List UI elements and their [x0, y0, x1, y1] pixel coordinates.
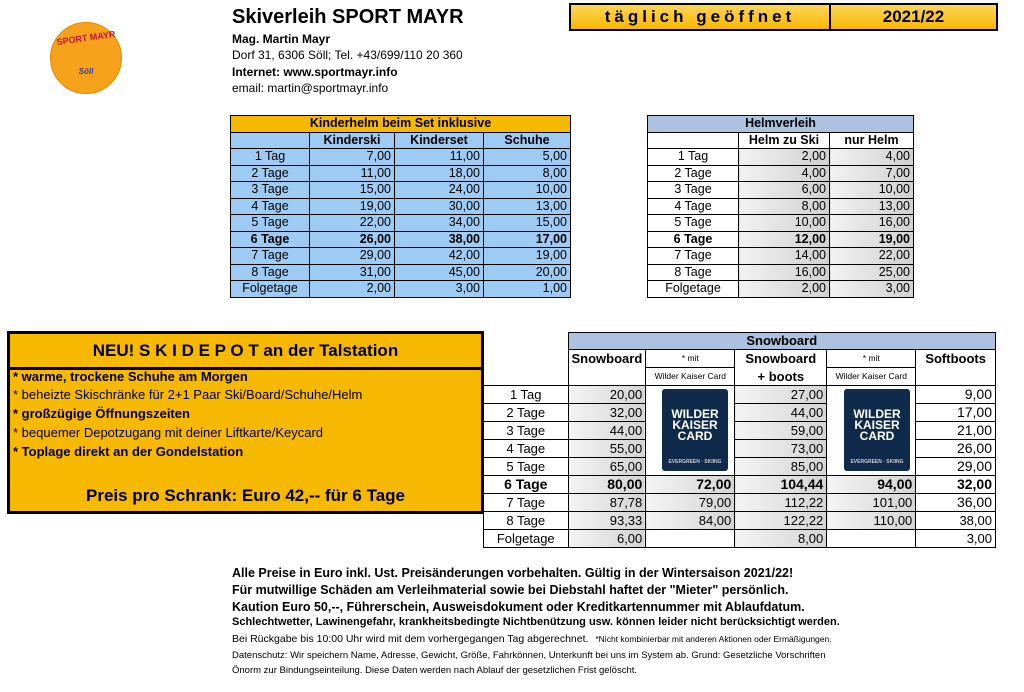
depot-feature: * großzügige Öffnungszeiten — [13, 406, 190, 421]
snow-col-mit-1-card: Wilder Kaiser Card — [646, 368, 735, 386]
snowboard-price-table — [483, 332, 996, 548]
wilder-kaiser-card-icon: WILDER KAISER CARD EVERGREEN · SKIING — [662, 389, 728, 471]
table-row: 5 Tage 22,00 34,00 15,00 — [231, 215, 571, 232]
table-row: 8 Tage 93,33 84,00 122,22 110,00 38,00 — [484, 512, 996, 530]
footer-line: Kaution Euro 50,--, Führerschein, Ausweisdokument oder Kreditkartennummer mit Ablaufdatum. — [232, 600, 805, 614]
depot-feature: * beheizte Skischränke für 2+1 Paar Ski/Board/Schuhe/Helm — [13, 387, 363, 402]
kids-col-shoes: Schuhe — [484, 132, 571, 149]
table-row: Folgetage 2,00 3,00 — [648, 281, 914, 298]
table-row: 4 Tage 19,00 30,00 13,00 — [231, 198, 571, 215]
depot-price: Preis pro Schrank: Euro 42,-- für 6 Tage — [86, 486, 405, 505]
table-row: 5 Tage 65,00 85,00 29,00 — [484, 458, 996, 476]
table-row: 3 Tage 6,00 10,00 — [648, 182, 914, 199]
snow-col-softboots: Softboots — [916, 350, 996, 386]
footer-note — [232, 633, 832, 645]
table-row: 4 Tage 8,00 13,00 — [648, 198, 914, 215]
internet[interactable]: Internet: www.sportmayr.info — [232, 65, 398, 79]
table-row-highlight: 6 Tage 80,00 72,00 104,44 94,00 32,00 — [484, 476, 996, 494]
helmet-table-title: Helmverleih — [648, 116, 914, 133]
depot-feature: * warme, trockene Schuhe am Morgen — [13, 369, 248, 384]
footer-combination-note: *Nicht kombinierbar mit anderen Aktionen oder Ermäßigungen. — [595, 634, 832, 644]
table-row: Folgetage 2,00 3,00 1,00 — [231, 281, 571, 298]
kids-col-ski: Kinderski — [310, 132, 395, 149]
table-row-highlight: 6 Tage 12,00 19,00 — [648, 231, 914, 248]
kids-price-table — [230, 115, 571, 298]
helmet-col-label — [648, 132, 739, 149]
snow-col-mit-2-card: Wilder Kaiser Card — [827, 368, 916, 386]
table-row: 2 Tage 11,00 18,00 8,00 — [231, 165, 571, 182]
footer-privacy: Datenschutz: Wir speichern Name, Adresse, Gewicht, Größe, Fahrkönnen, Unterkunft bei uns im System ab. Grund: Gesetzliche Vorschriften — [232, 650, 826, 661]
table-row: 1 Tag 20,00 27,00 9,00 — [484, 386, 996, 404]
helmet-col-only: nur Helm — [830, 132, 914, 149]
kids-table-title: Kinderhelm beim Set inklusive — [231, 116, 571, 133]
helmet-price-table — [647, 115, 914, 298]
daily-open: täglich geöffnet — [571, 5, 831, 29]
snow-col-boots-sub: + boots — [735, 368, 827, 386]
table-row: 3 Tage 15,00 24,00 10,00 — [231, 182, 571, 199]
depot-feature: * bequemer Depotzugang mit deiner Liftkarte/Keycard — [13, 425, 324, 440]
address: Dorf 31, 6306 Söll; Tel. +43/699/110 20 360 — [232, 48, 463, 62]
wilder-kaiser-card-icon: WILDER KAISER CARD EVERGREEN · SKIING — [844, 389, 910, 471]
snow-col-boots: Snowboard — [735, 350, 827, 368]
helmet-col-with-ski: Helm zu Ski — [739, 132, 830, 149]
skidepot-box — [7, 331, 484, 514]
table-row: 4 Tage 55,00 73,00 26,00 — [484, 440, 996, 458]
snow-col-snowboard: Snowboard — [568, 350, 646, 386]
table-row: 1 Tag 7,00 11,00 5,00 — [231, 149, 571, 166]
table-row: 1 Tag 2,00 4,00 — [648, 149, 914, 166]
footer-privacy-2: Önorm zur Bindungseinteilung. Diese Daten werden nach Ablauf der gesetzlichen Frist gelöscht. — [232, 665, 638, 676]
depot-feature: * Toplage direkt an der Gondelstation — [13, 444, 244, 459]
footer-line: Schlechtwetter, Lawinengefahr, krankheitsbedingte Nichtbenützung usw. können leider nicht berücksichtigt werden. — [232, 616, 840, 628]
footer-line: Alle Preise in Euro inkl. Ust. Preisänderungen vorbehalten. Gültig in der Wintersaison 2021/22! — [232, 566, 794, 580]
table-row: 2 Tage 32,00 44,00 17,00 — [484, 404, 996, 422]
table-row: 5 Tage 10,00 16,00 — [648, 215, 914, 232]
table-row: 7 Tage 14,00 22,00 — [648, 248, 914, 265]
logo-text-top: SPORT MAYR — [55, 28, 117, 48]
table-row: Folgetage 6,00 8,00 3,00 — [484, 530, 996, 548]
footer-return-note: Bei Rückgabe bis 10:00 Uhr wird mit dem vorhergegangen Tag abgerechnet. — [232, 633, 589, 645]
footer-line: Für mutwillige Schäden am Verleihmaterial sowie bei Diebstahl haftet der "Mieter" persönlich. — [232, 583, 789, 597]
skidepot-title: NEU! S K I D E P O T an der Talstation — [10, 334, 481, 370]
kids-col-set: Kinderset — [395, 132, 484, 149]
snow-col-mit-2: * mit — [827, 350, 916, 368]
logo-text-bottom: Söll — [78, 67, 94, 76]
opening-banner — [569, 3, 998, 31]
owner-name: Mag. Martin Mayr — [232, 32, 331, 46]
snowboard-table-title: Snowboard — [568, 333, 996, 350]
table-row: 2 Tage 4,00 7,00 — [648, 165, 914, 182]
shop-title: Skiverleih SPORT MAYR — [232, 6, 464, 28]
season: 2021/22 — [882, 7, 945, 26]
table-row: 7 Tage 29,00 42,00 19,00 — [231, 248, 571, 265]
table-row-highlight: 6 Tage 26,00 38,00 17,00 — [231, 231, 571, 248]
table-row: 7 Tage 87,78 79,00 112,22 101,00 36,00 — [484, 494, 996, 512]
table-row: 8 Tage 16,00 25,00 — [648, 264, 914, 281]
sport-mayr-logo — [50, 22, 122, 94]
kids-col-label — [231, 132, 310, 149]
table-row: 8 Tage 31,00 45,00 20,00 — [231, 264, 571, 281]
table-row: 3 Tage 44,00 59,00 21,00 — [484, 422, 996, 440]
snow-col-mit-1: * mit — [646, 350, 735, 368]
email[interactable]: email: martin@sportmayr.info — [232, 81, 389, 95]
